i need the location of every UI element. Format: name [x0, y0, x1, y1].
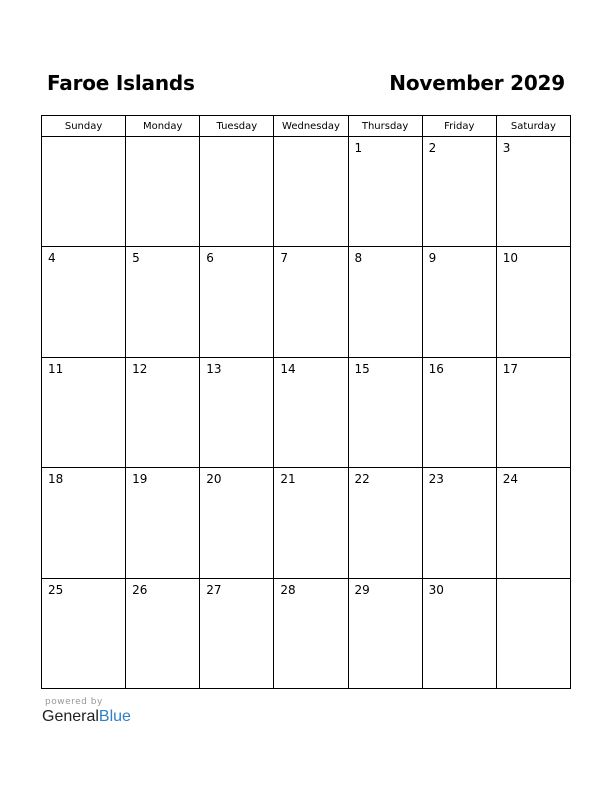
day-number: 19: [132, 472, 148, 487]
day-number: [497, 579, 570, 583]
weekday-sunday: Sunday: [42, 116, 126, 137]
week-row: [42, 247, 571, 357]
weekday-saturday: Saturday: [496, 116, 570, 137]
day-cell: [274, 357, 348, 467]
day-number: 4: [48, 251, 56, 266]
day-number: 14: [280, 361, 296, 376]
day-cell: [422, 247, 496, 357]
week-row: [42, 578, 571, 688]
day-number: [200, 137, 273, 141]
day-number: 27: [206, 582, 222, 597]
day-cell: [348, 137, 422, 247]
day-number: 9: [428, 251, 437, 266]
day-cell: [496, 468, 570, 578]
weekday-monday: Monday: [126, 116, 200, 137]
day-cell: [126, 468, 200, 578]
day-number: 11: [48, 361, 64, 376]
day-cell: [496, 578, 570, 688]
day-cell: [42, 357, 126, 467]
day-number: 21: [280, 472, 296, 487]
day-cell: [422, 357, 496, 467]
day-number: 25: [48, 582, 64, 597]
day-cell: [126, 137, 200, 247]
day-number: 23: [428, 472, 444, 487]
week-row: [42, 357, 571, 467]
day-cell: [200, 247, 274, 357]
day-number: 22: [354, 472, 370, 487]
day-cell: [274, 247, 348, 357]
day-number: 6: [206, 251, 214, 266]
day-number: [274, 137, 347, 141]
powered-by-label: powered by: [45, 697, 103, 707]
day-number: [126, 137, 199, 141]
day-number: 18: [48, 472, 64, 487]
day-cell: [496, 137, 570, 247]
brand-name-general: General: [42, 708, 99, 725]
day-cell: [422, 468, 496, 578]
day-cell: [42, 578, 126, 688]
weekday-tuesday: Tuesday: [200, 116, 274, 137]
day-cell: [422, 578, 496, 688]
day-number: 13: [206, 361, 222, 376]
day-cell: [200, 578, 274, 688]
day-number: 28: [280, 582, 296, 597]
day-cell: [496, 357, 570, 467]
day-cell: [126, 247, 200, 357]
day-number: 12: [132, 361, 148, 376]
brand-logo[interactable]: [42, 708, 131, 726]
day-cell: [42, 137, 126, 247]
day-number: 15: [354, 361, 370, 376]
day-cell: [274, 578, 348, 688]
day-cell: [348, 578, 422, 688]
region-title: Faroe Islands: [47, 71, 195, 95]
day-number: 5: [132, 251, 140, 266]
day-cell: [348, 247, 422, 357]
day-number: 8: [354, 251, 363, 266]
day-number: 20: [206, 472, 222, 487]
day-number: 26: [132, 582, 148, 597]
day-number: 30: [428, 582, 444, 597]
day-number: [42, 137, 125, 141]
day-cell: [200, 357, 274, 467]
day-number: 29: [354, 582, 370, 597]
brand-name-blue: Blue: [98, 708, 131, 725]
day-number: 7: [280, 251, 289, 266]
day-cell: [348, 357, 422, 467]
week-row: [42, 468, 571, 578]
day-cell: [422, 137, 496, 247]
day-cell: [274, 137, 348, 247]
day-number: 24: [502, 472, 519, 487]
day-cell: [42, 247, 126, 357]
day-cell: [200, 137, 274, 247]
weekday-wednesday: Wednesday: [274, 116, 348, 137]
day-cell: [126, 357, 200, 467]
day-number: 10: [502, 251, 519, 266]
day-number: 3: [502, 141, 511, 155]
month-year-title: November 2029: [389, 71, 565, 95]
day-number: 1: [354, 141, 363, 155]
day-cell: [348, 468, 422, 578]
day-cell: [126, 578, 200, 688]
day-number: 2: [428, 141, 437, 155]
day-cell: [200, 468, 274, 578]
week-row: [42, 137, 571, 247]
day-cell: [42, 468, 126, 578]
day-cell: [496, 247, 570, 357]
day-number: 17: [502, 361, 519, 376]
weekday-thursday: Thursday: [348, 116, 422, 137]
day-cell: [274, 468, 348, 578]
weekday-friday: Friday: [422, 116, 496, 137]
day-number: 16: [428, 361, 444, 376]
weekday-header-row: [42, 116, 571, 137]
calendar-grid: [41, 115, 571, 689]
